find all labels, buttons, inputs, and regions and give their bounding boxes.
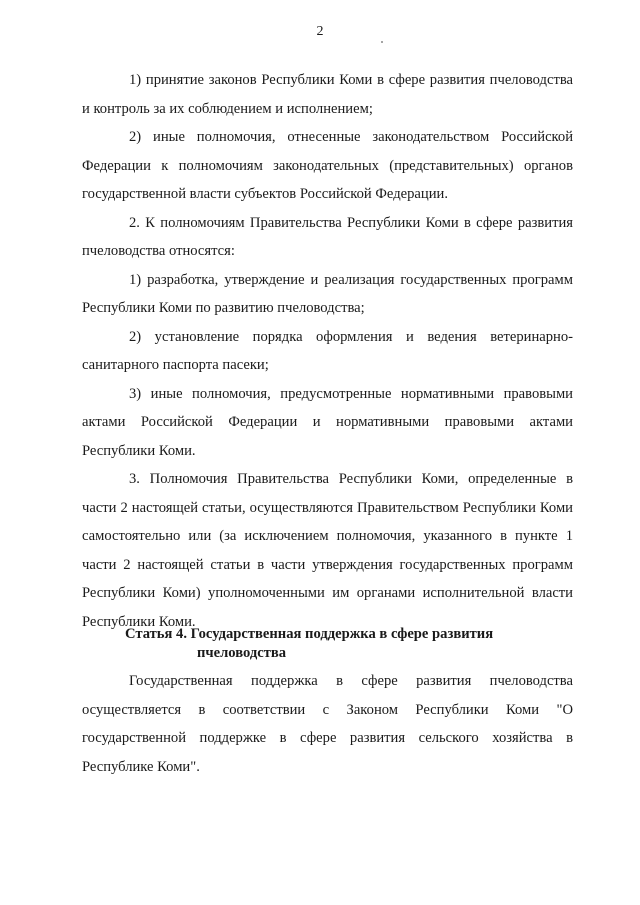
page-number: 2 (316, 24, 324, 39)
paragraph-part-2: 2. К полномочиям Правительства Республики Коми в сфере развития пчеловодства относятся: (82, 214, 573, 259)
article-4-paragraph: Государственная поддержка в сфере развития пчеловодства осуществляется в соответствии с Законом Республики Коми "О государственной поддержке в сфере развития сельского хозяйства в Республике Коми". (82, 673, 573, 775)
article-3-body (82, 66, 573, 636)
paragraph-part-2-item-1: 1) разработка, утверждение и реализация государственных программ Республики Коми по развитию пчеловодства; (82, 271, 573, 316)
article-heading (125, 625, 545, 663)
scan-speck (381, 41, 383, 43)
article-heading-line-1: Статья 4. Государственная поддержка в сфере развития (125, 626, 494, 642)
article-4-body (82, 667, 573, 781)
article-heading-line-2: пчеловодства (197, 645, 287, 661)
paragraph-item-1: 1) принятие законов Республики Коми в сфере развития пчеловодства и контроль за их соблюдением и исполнением; (82, 72, 573, 117)
paragraph-part-2-item-3: 3) иные полномочия, предусмотренные нормативными правовыми актами Российской Федерации и нормативными правовыми актами Республики Коми. (82, 385, 573, 459)
paragraph-item-2: 2) иные полномочия, отнесенные законодательством Российской Федерации к полномочиям законодательных (представительных) органов государственной власти субъектов Российской Федерации. (82, 129, 573, 202)
paragraph-part-2-item-2: 2) установление порядка оформления и ведения ветеринарно-санитарного паспорта пасеки; (82, 328, 573, 373)
paragraph-part-3: 3. Полномочия Правительства Республики Коми, определенные в части 2 настоящей статьи, осуществляются Правительством Республики Коми самостоятельно или (за исключением полномочия, указанного в пункте 1 части 2 настоящей статьи в части утверждения государственных программ Республики Коми) уполномоченными им органами исполнительной власти Республики Коми. (82, 471, 573, 630)
